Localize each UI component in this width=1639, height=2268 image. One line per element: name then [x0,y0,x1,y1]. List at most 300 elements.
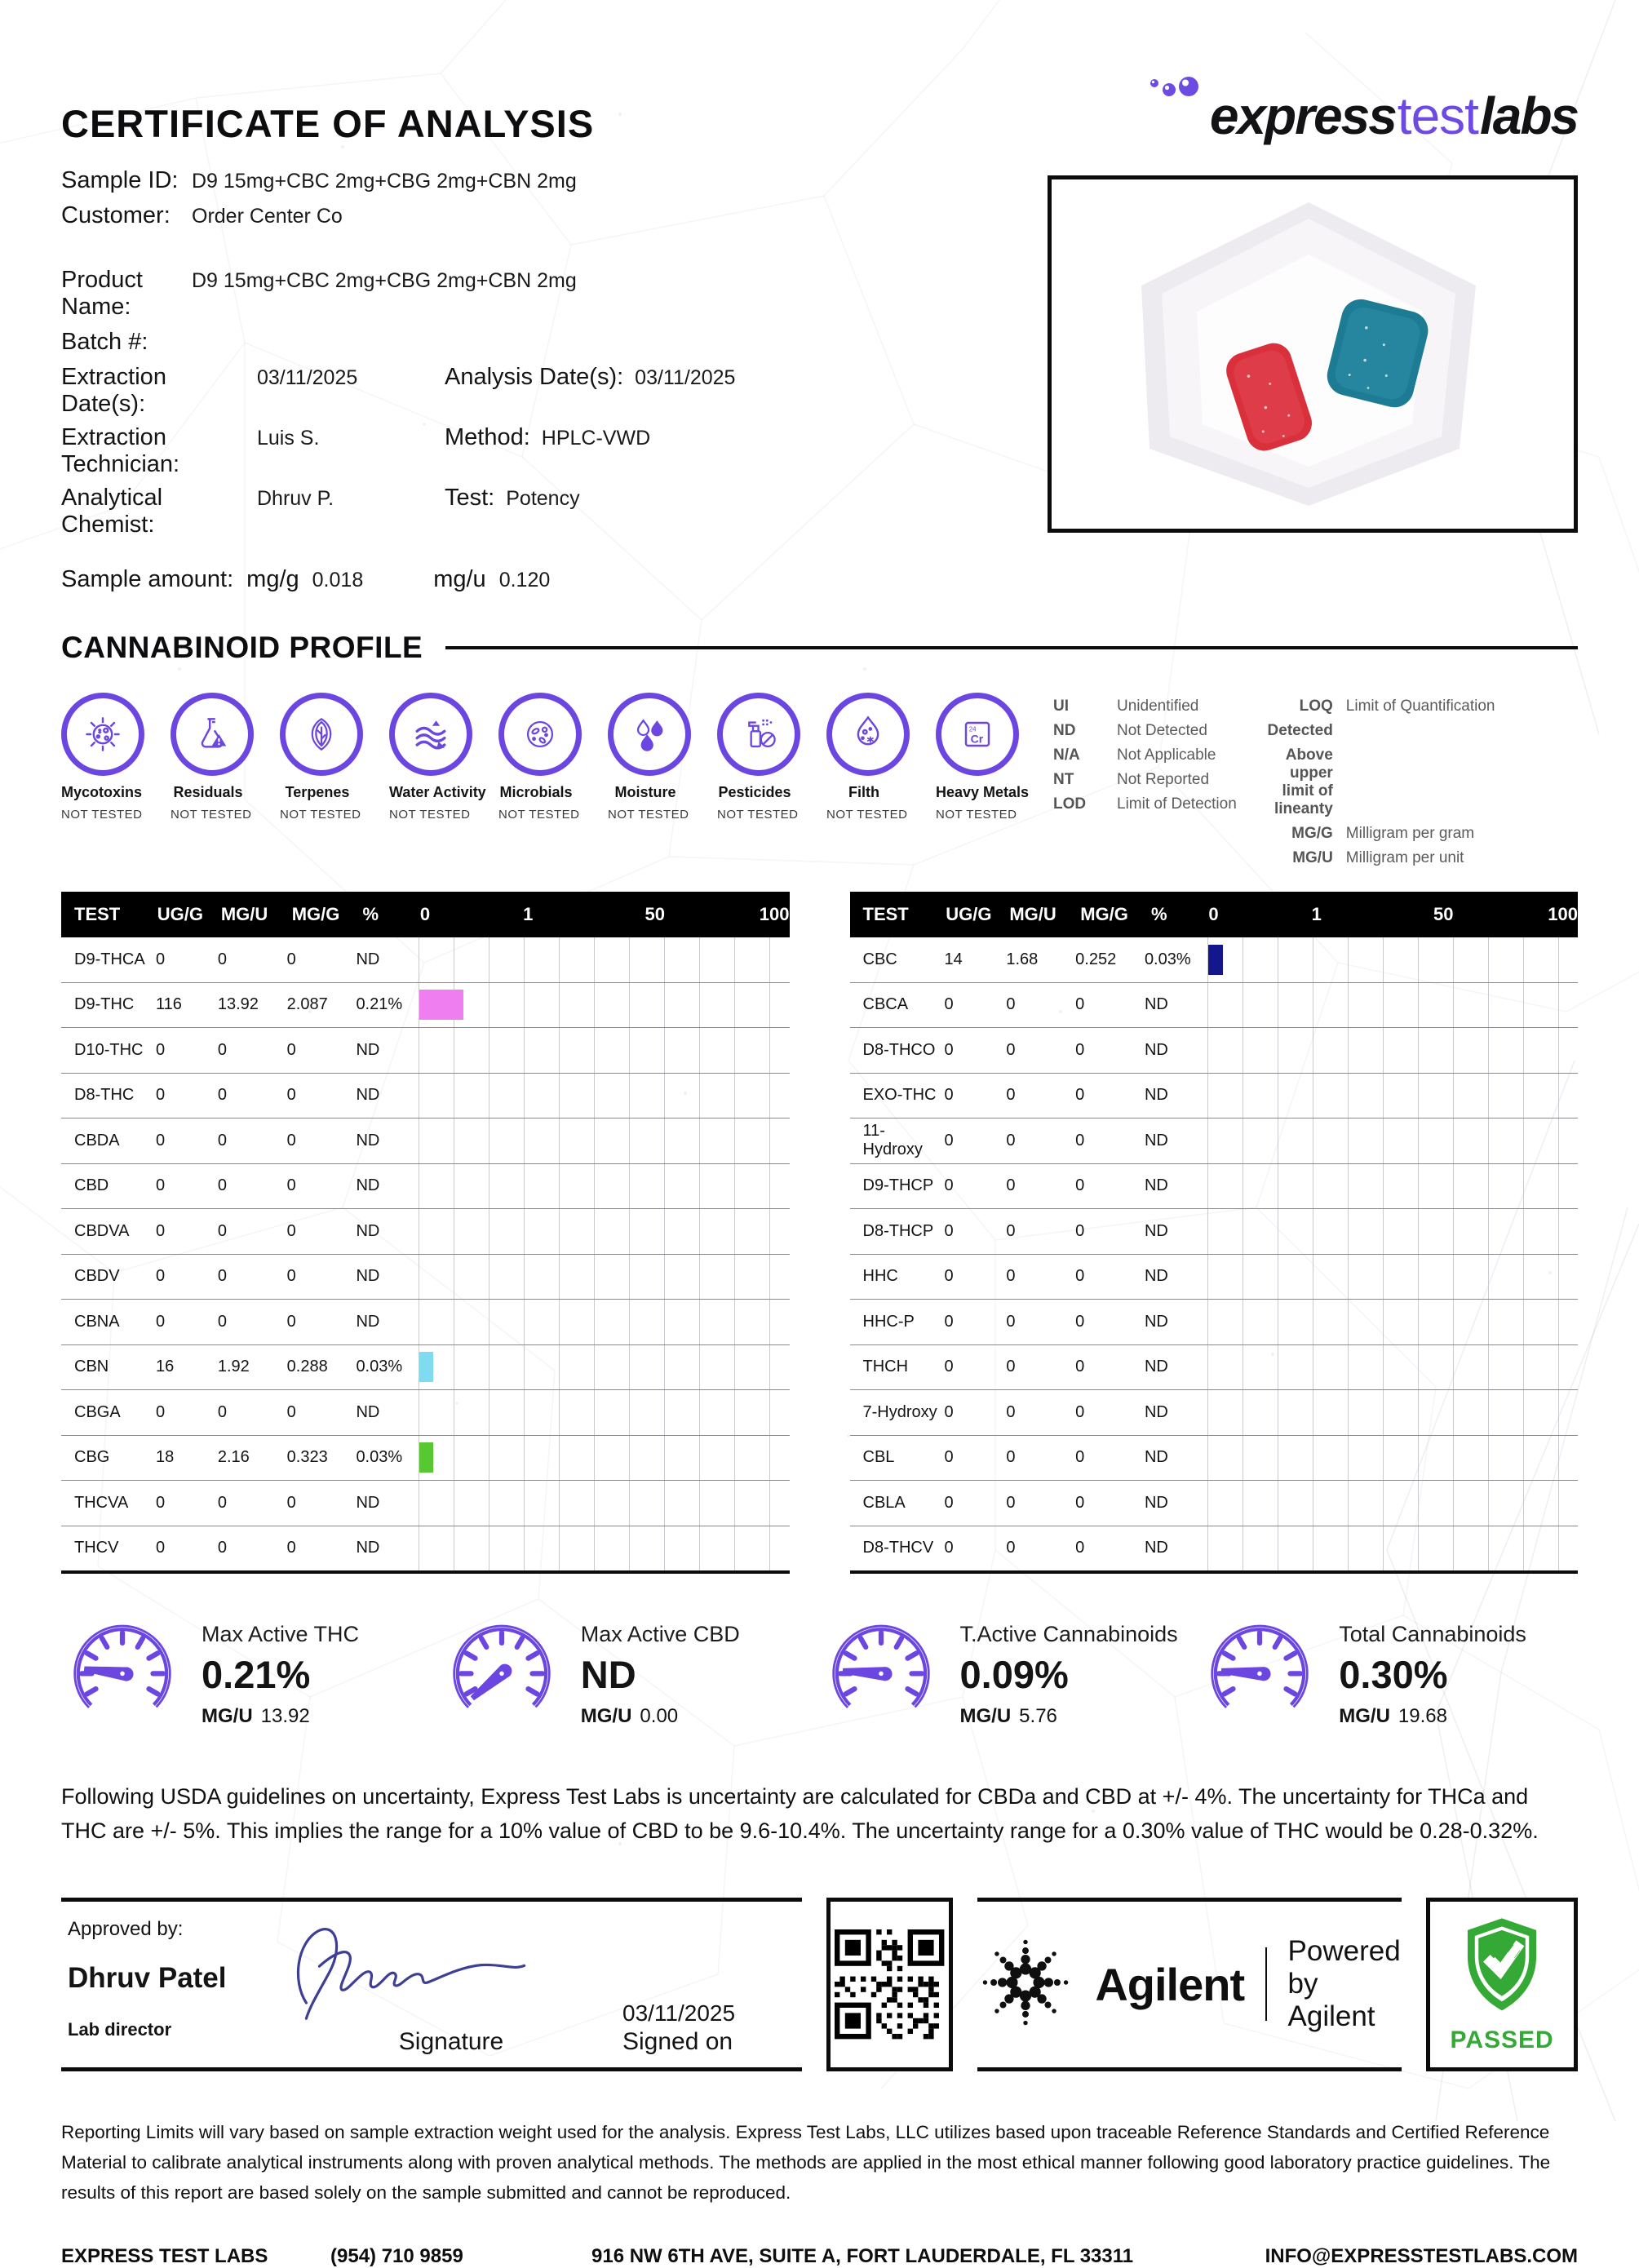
col-ugg: UG/G [946,904,992,924]
mgu-value: 0 [217,1086,227,1105]
mgu-label: mg/u [433,566,486,592]
mycotoxins-icon [61,693,144,776]
ugg-value: 18 [156,1448,175,1467]
analyte-name: THCVA [74,1493,129,1512]
row-bar-area [1199,1164,1578,1209]
mgu-value: 0 [217,1131,227,1150]
screening-label: Water Activity [389,784,486,800]
percent-value: ND [356,1040,380,1059]
percent-value: ND [1144,1312,1168,1331]
col-pct: % [1151,904,1167,924]
legend-entry [1053,722,1237,740]
mgg-value: 0 [1075,1086,1085,1105]
mgg-value: 0.018 [312,569,364,591]
approval-strip [61,1898,1578,2071]
legend-entry [1053,698,1237,715]
analyte-name: 7-Hydroxy [862,1402,937,1421]
analysis-date-value: 03/11/2025 [635,366,736,389]
table-body-left [61,937,790,1574]
gauge-title: Max Active CBD [580,1621,740,1646]
table-row [850,1164,1579,1210]
ugg-value: 0 [944,1312,954,1331]
screening-status: NOT TESTED [717,808,799,822]
row-bar-area [410,1074,789,1118]
phone-number: (954) 710 9859 [330,2245,463,2268]
row-bar-area [1199,1300,1578,1344]
screening-item [389,693,486,822]
screening-item [936,693,1030,822]
mgg-value: 0 [1075,1131,1085,1150]
legend-desc: Limit of Detection [1117,795,1237,813]
percent-value: ND [1144,1402,1168,1421]
header [61,0,1578,146]
product-name-value: D9 15mg+CBC 2mg+CBG 2mg+CBN 2mg [192,269,577,292]
screening-status: NOT TESTED [608,808,689,822]
legend-desc: Unidentified [1117,698,1199,715]
cannabinoid-table-right [850,892,1579,1574]
gauge-title: Max Active THC [202,1621,360,1646]
mgg-label: mg/g [246,566,299,592]
legend-code: LOQ [1299,698,1333,715]
mgg-value: 0 [1075,1040,1085,1059]
summary-gauge [1198,1611,1578,1738]
ugg-value: 0 [944,1176,954,1195]
sample-amount-label: Sample amount: [61,566,234,592]
powered-by-agilent: Powered by Agilent [1287,1935,1401,2033]
analyte-name: HHC-P [862,1312,915,1331]
sample-id-label: Sample ID: [61,167,179,193]
percent-value: 0.21% [356,995,403,1014]
extraction-date-value: 03/11/2025 [257,366,358,389]
analyte-name: D8-THCV [862,1539,934,1557]
mgu-value: 2.16 [217,1448,250,1467]
abbreviation-legend [1053,698,1495,867]
scale-0: 0 [419,904,431,924]
legend-entry [1265,698,1495,715]
row-bar-area [1199,1074,1578,1118]
mgu-value: 0 [217,1539,227,1557]
analyte-name: D9-THCP [862,1176,934,1195]
cannabinoid-table-left [61,892,790,1574]
legend-entry [1265,825,1495,843]
table-row [850,1255,1579,1300]
screening-item [280,693,361,822]
mgu-value: 0 [1006,1040,1016,1059]
microbials-icon [498,693,582,776]
mgg-value: 0 [286,1267,296,1286]
row-bar-area [410,1300,789,1344]
row-bar-area [410,1345,789,1390]
summary-gauges [61,1611,1578,1738]
row-bar-area [1199,1209,1578,1254]
result-bar [419,1352,433,1382]
row-bar-area [410,1436,789,1481]
row-bar-area [410,1028,789,1073]
mgu-value: 0 [1006,1221,1016,1240]
percent-value: ND [356,1539,380,1557]
mgu-value: 0 [217,1176,227,1195]
legend-entry [1053,746,1237,764]
ugg-value: 0 [156,1086,166,1105]
ugg-value: 0 [156,1402,166,1421]
row-bar-area [1199,1118,1578,1163]
percent-value: ND [356,950,380,968]
percent-value: ND [1144,1176,1168,1195]
analyte-name: CBN [74,1358,109,1376]
gauge-unit: MG/U 0.00 [580,1704,679,1727]
percent-value: ND [1144,1221,1168,1240]
col-mgg: MG/G [1080,904,1128,924]
percent-value: ND [356,1402,380,1421]
mgu-value: 0 [217,1221,227,1240]
screening-status: NOT TESTED [61,808,143,822]
test-label: Test: [445,485,495,511]
table-row [61,1390,790,1436]
analyte-name: CBDV [74,1267,120,1286]
table-row [850,1526,1579,1575]
screening-label: Moisture [614,784,676,800]
svg-text:24: 24 [968,725,977,733]
analyte-name: CBDVA [74,1221,130,1240]
qr-code-icon [833,1928,946,2040]
table-row [61,1481,790,1526]
test-value: Potency [506,487,580,510]
table-row [850,1345,1579,1391]
passed-shield-icon [1453,1915,1551,2020]
screening-item [171,693,252,822]
percent-value: 0.03% [356,1358,403,1376]
signed-date: 03/11/2025 [622,2000,736,2026]
legend-column-2 [1265,698,1495,867]
terpenes-icon [280,693,363,776]
mgg-value: 0 [286,1402,296,1421]
gauge-value: 0.09% [959,1652,1069,1696]
percent-value: ND [1144,995,1168,1014]
sample-info-section [61,167,1578,624]
gauge-icon [820,1611,942,1738]
row-bar-area [410,1255,789,1300]
screening-status: NOT TESTED [826,808,908,822]
screening-status: NOT TESTED [389,808,471,822]
legend-desc: Detected [1267,722,1333,739]
agilent-name: Agilent [1095,1958,1245,2010]
table-row [850,1436,1579,1482]
email: INFO@EXPRESSTESTLABS.COM [1265,2245,1578,2268]
result-bar [419,1442,433,1473]
row-bar-area [1199,983,1578,1028]
analyte-name: EXO-THC [862,1086,937,1105]
ugg-value: 0 [156,1221,166,1240]
mgg-value: 0 [286,1086,296,1105]
table-row [61,1209,790,1255]
mgu-value: 0 [1006,1358,1016,1376]
mgu-value: 0 [1006,1402,1016,1421]
analyte-name: CBD [74,1176,109,1195]
summary-gauge [61,1611,441,1738]
scale-1: 1 [1311,904,1322,924]
legend-desc: Not Detected [1117,722,1207,739]
mgg-value: 0 [1075,1493,1085,1512]
agilent-logo-icon [977,1934,1074,2035]
cannabinoid-tables [61,892,1578,1574]
gauge-value: ND [580,1652,636,1696]
mgu-value: 0 [1006,995,1016,1014]
mgg-value: 0 [286,1221,296,1240]
percent-value: ND [356,1176,380,1195]
screening-icons [61,693,1030,822]
percent-value: ND [1144,1448,1168,1467]
approver-name: Dhruv Patel [68,1961,227,1994]
analyte-name: CBG [74,1448,110,1467]
mgu-value: 13.92 [217,995,259,1014]
legend-entry [1053,771,1237,789]
table-row [61,983,790,1029]
ugg-value: 116 [156,995,182,1014]
screening-item [61,693,143,822]
logo-word-labs: labs [1479,86,1578,145]
mgu-value: 0 [217,1402,227,1421]
mgu-value: 1.68 [1006,950,1039,968]
analyte-name: CBNA [74,1312,120,1331]
analyte-name: D9-THC [74,995,135,1014]
legend-entry [1265,722,1495,740]
mgg-value: 0.252 [1075,950,1117,968]
address: 916 NW 6TH AVE, SUITE A, FORT LAUDERDALE, FL 33311 [591,2245,1134,2268]
agilent-block [977,1898,1402,2071]
analyte-name: 11-Hydroxy [862,1122,923,1159]
row-bar-area [410,1526,789,1571]
table-row [61,1526,790,1575]
analyte-name: D8-THCP [862,1221,934,1240]
ugg-value: 0 [944,1539,954,1557]
gauge-icon [441,1611,563,1738]
screening-status: NOT TESTED [280,808,361,822]
analyte-name: THCH [862,1358,909,1376]
row-bar-area [1199,937,1578,982]
legend-code: UI [1053,698,1069,715]
table-row [850,983,1579,1029]
result-bar [1208,945,1224,975]
mgu-value: 0 [1006,1493,1016,1512]
row-bar-area [410,1164,789,1209]
table-row [850,1028,1579,1074]
legend-entry [1053,795,1237,813]
analytical-chemist-label: Analytical Chemist: [61,485,163,538]
logo-word-express: express [1209,86,1396,145]
mgu-value: 0 [217,1312,227,1331]
row-bar-area [410,1209,789,1254]
screening-item [498,693,580,822]
gauge-unit: MG/U 19.68 [1339,1704,1447,1727]
scale-1: 1 [523,904,534,924]
col-ugg: UG/G [157,904,203,924]
pesticides-icon [717,693,800,776]
mgg-value: 0 [1075,1221,1085,1240]
analyte-name: CBGA [74,1402,121,1421]
col-test: TEST [862,904,909,924]
col-mgu: MG/U [220,904,268,924]
mgg-value: 0 [1075,1402,1085,1421]
table-row [61,1436,790,1482]
col-pct: % [362,904,379,924]
percent-value: ND [356,1312,380,1331]
legend-code: MG/G [1291,825,1333,842]
sample-id-value: D9 15mg+CBC 2mg+CBG 2mg+CBN 2mg [192,170,577,193]
mgg-value: 0 [286,1539,296,1557]
mgu-value: 0 [1006,1086,1016,1105]
ugg-value: 0 [156,1267,166,1286]
sample-amount-row [61,566,1578,593]
agilent-divider [1265,1947,1266,2021]
table-row [850,1074,1579,1119]
row-bar-area [1199,1345,1578,1390]
mgg-value: 0 [286,1040,296,1059]
screening-label: Filth [848,784,879,800]
company-name: EXPRESS TEST LABS [61,2245,268,2268]
screening-label: Pesticides [718,784,791,800]
mgu-value: 0.120 [498,569,551,591]
moisture-icon [608,693,691,776]
gauge-value: 0.30% [1339,1652,1448,1696]
row-bar-area [1199,1436,1578,1481]
screening-label: Residuals [173,784,243,800]
percent-value: 0.03% [1144,950,1191,968]
ugg-value: 0 [156,1312,166,1331]
table-row [850,1209,1579,1255]
scale-header [416,892,790,937]
ugg-value: 0 [944,1402,954,1421]
ugg-value: 0 [156,1493,166,1512]
mgg-value: 0 [1075,1176,1085,1195]
scale-100: 100 [759,904,790,924]
screening-item [826,693,908,822]
logo-word-test: test [1397,86,1478,145]
legend-desc: Limit of Quantification [1345,698,1495,715]
scale-50: 50 [1433,904,1454,924]
ugg-value: 0 [156,1176,166,1195]
legend-entry [1265,849,1495,867]
col-mgg: MG/G [291,904,340,924]
table-row [850,1481,1579,1526]
row-bar-area [1199,1255,1578,1300]
analyte-name: THCV [74,1539,119,1557]
percent-value: ND [1144,1086,1168,1105]
section-title: CANNABINOID PROFILE [61,631,423,664]
gauge-icon [1198,1611,1321,1738]
screening-status: NOT TESTED [171,808,252,822]
table-header [850,892,1579,937]
legend-desc: Above upper limit of lineanty [1274,746,1333,817]
analysis-date-label: Analysis Date(s): [445,364,624,390]
percent-value: ND [1144,1267,1168,1286]
analyte-name: CBDA [74,1131,120,1150]
percent-value: ND [1144,1493,1168,1512]
screening-label: Microbials [499,784,573,800]
legend-desc: Milligram per unit [1345,849,1464,866]
legend-desc: Milligram per gram [1345,825,1475,842]
percent-value: ND [356,1221,380,1240]
table-row [850,937,1579,983]
passed-label: PASSED [1450,2026,1554,2053]
percent-value: ND [356,1086,380,1105]
disclaimer-text: Reporting Limits will vary based on sample extraction weight used for the analysis. Express Test Labs, LLC utilizes based upon traceable Reference Standards and Certified Reference Material to calibrate analytical instruments along with proven analytical methods. The methods are applied in the most ethical manner following good laboratory practice guidelines. The results of this report are based solely on the sample submitted and cannot be reproduced. [61,2121,1551,2203]
row-bar-area [410,1118,789,1163]
page-title: CERTIFICATE OF ANALYSIS [61,102,595,145]
scale-50: 50 [645,904,665,924]
legend-code [1265,722,1333,740]
row-bar-area [1199,1481,1578,1526]
legend-entry [1265,746,1495,818]
mgg-value: 0 [286,1493,296,1512]
percent-value: ND [1144,1131,1168,1150]
analytical-chemist-value: Dhruv P. [257,487,334,510]
extraction-technician-label: Extraction Technician: [61,424,180,477]
table-row [61,1255,790,1300]
ugg-value: 0 [944,1131,954,1150]
mgu-value: 0 [1006,1448,1016,1467]
mgu-value: 0 [217,1267,227,1286]
logo-bubbles-icon [1148,72,1205,109]
ugg-value: 0 [156,1040,166,1059]
mgg-value: 0 [1075,1267,1085,1286]
table-row [61,937,790,983]
ugg-value: 0 [156,1539,166,1557]
uncertainty-statement: Following USDA guidelines on uncertainty, Express Test Labs is uncertainty are calculated for CBDa and CBD at +/- 4%. The uncertainty for THCa and THC are +/- 5%. This implies the range for a 10% value of CBD to be 9.6-10.4%. The uncertainty range for a 0.30% value of THC would be 0.28-0.32%. [61,1784,1539,1843]
gauge-unit: MG/U 5.76 [959,1704,1057,1727]
result-bar [419,990,463,1020]
legend-desc: Not Applicable [1117,746,1216,764]
mgg-value: 2.087 [286,995,328,1014]
legend-code: NT [1053,771,1074,788]
heading-rule [445,646,1578,649]
ugg-value: 0 [944,1267,954,1286]
row-bar-area [1199,1028,1578,1073]
analyte-name: D8-THC [74,1086,135,1105]
heavy-metals-icon [936,693,1019,776]
screening-status: NOT TESTED [498,808,580,822]
scale-0: 0 [1208,904,1219,924]
ugg-value: 0 [156,950,166,968]
mgu-value: 0 [217,950,227,968]
mgg-value: 0 [1075,1358,1085,1376]
signature-image [280,1918,622,2027]
table-row [850,1118,1579,1164]
table-row [61,1164,790,1210]
product-photo [1048,175,1578,533]
mgu-value: 1.92 [217,1358,250,1376]
percent-value: ND [1144,1539,1168,1557]
percent-value: ND [356,1493,380,1512]
ugg-value: 0 [944,1358,954,1376]
customer-value: Order Center Co [192,205,343,228]
analyte-name: CBC [862,950,897,968]
legend-desc: Not Reported [1117,771,1210,788]
mgu-value: 0 [1006,1267,1016,1286]
table-row [61,1300,790,1345]
mgu-value: 0 [217,1493,227,1512]
legend-code: LOD [1053,795,1087,813]
customer-label: Customer: [61,202,171,228]
gauge-value: 0.21% [202,1652,311,1696]
row-bar-area [410,937,789,982]
express-test-labs-logo [1148,72,1578,146]
table-body-right [850,937,1579,1574]
ugg-value: 0 [944,1040,954,1059]
row-bar-area [410,983,789,1028]
screening-label: Heavy Metals [936,784,1030,800]
mgg-value: 0.323 [286,1448,328,1467]
mgu-value: 0 [1006,1176,1016,1195]
